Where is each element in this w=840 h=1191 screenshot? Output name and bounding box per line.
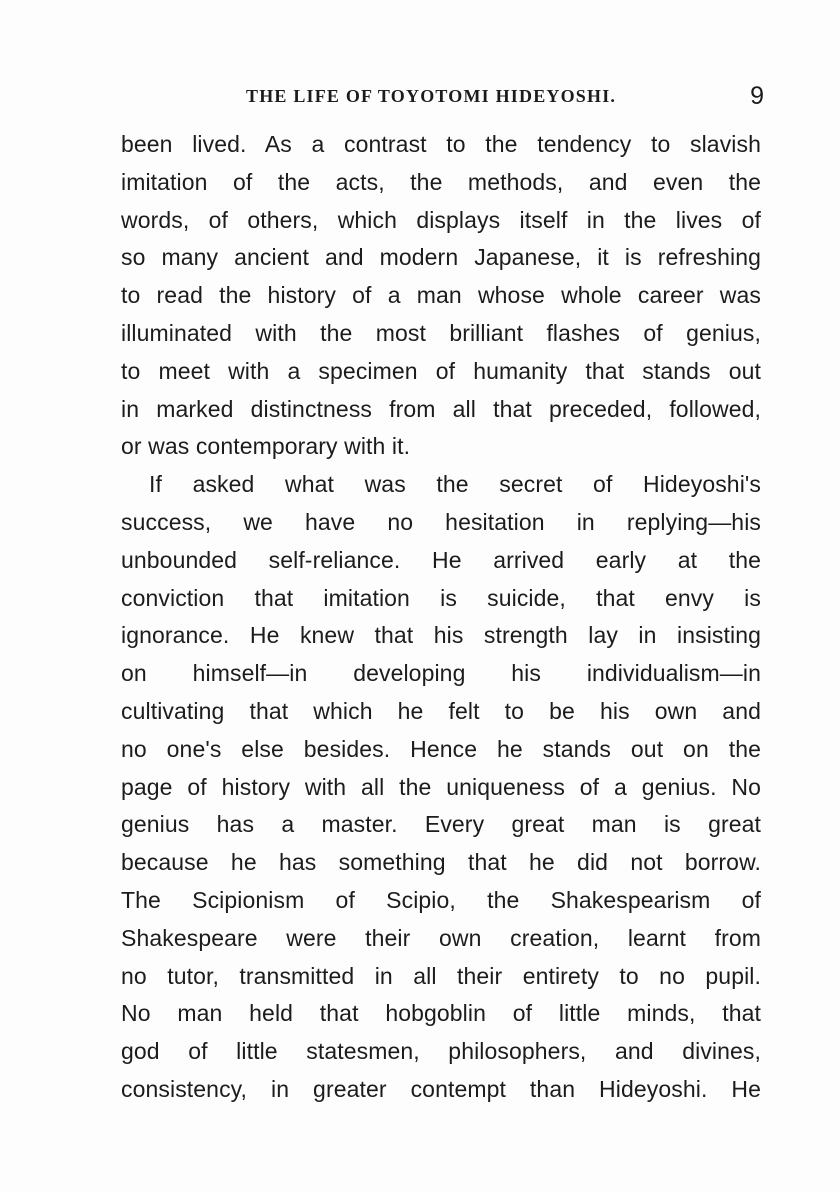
- text-line: been lived. As a contrast to the tendency to slavish: [121, 131, 761, 157]
- text-line: No man held that hobgoblin of little minds, that: [121, 1000, 761, 1027]
- text-line: illuminated with the most brilliant flashes of genius,: [121, 319, 761, 346]
- text-line: no one's else besides. Hence he stands out on the: [121, 735, 761, 762]
- text-line: because he has something that he did not borrow.: [121, 849, 761, 876]
- text-line: to read the history of a man whose whole career was: [121, 282, 761, 309]
- text-line: conviction that imitation is suicide, that envy is: [121, 584, 761, 611]
- text-line: page of history with all the uniqueness of a genius. No: [121, 773, 761, 800]
- text-line: genius has a master. Every great man is great: [121, 811, 761, 838]
- text-line: consistency, in greater contempt than Hideyoshi. He: [121, 1075, 761, 1102]
- text-line: ignorance. He knew that his strength lay in insisting: [121, 622, 761, 649]
- text-line: on himself—in developing his individualism—in: [121, 660, 761, 687]
- text-line: so many ancient and modern Japanese, it is refreshing: [121, 244, 761, 271]
- page-header: [120, 84, 762, 116]
- text-line: success, we have no hesitation in replying—his: [121, 508, 761, 535]
- text-line: imitation of the acts, the methods, and even the: [121, 168, 761, 195]
- text-line: no tutor, transmitted in all their entirety to no pupil.: [121, 962, 761, 989]
- text-line-paragraph-end: or was contemporary with it.: [121, 433, 411, 460]
- text-line: in marked distinctness from all that preceded, followed,: [121, 395, 761, 422]
- text-line: cultivating that which he felt to be his own and: [121, 697, 761, 724]
- text-line: unbounded self-reliance. He arrived early at the: [121, 546, 761, 573]
- text-line-paragraph-start: If asked what was the secret of Hideyoshi's: [149, 471, 761, 498]
- text-line: Shakespeare were their own creation, learnt from: [121, 924, 761, 951]
- text-line: words, of others, which displays itself in the lives of: [121, 206, 761, 233]
- running-title: THE LIFE OF TOYOTOMI HIDEYOSHI.: [246, 86, 617, 106]
- page-number: 9: [750, 82, 764, 110]
- text-line: The Scipionism of Scipio, the Shakespearism of: [121, 886, 761, 913]
- text-line: god of little statesmen, philosophers, and divines,: [121, 1038, 761, 1065]
- text-line: to meet with a specimen of humanity that stands out: [121, 357, 761, 384]
- body-text: [121, 126, 761, 1109]
